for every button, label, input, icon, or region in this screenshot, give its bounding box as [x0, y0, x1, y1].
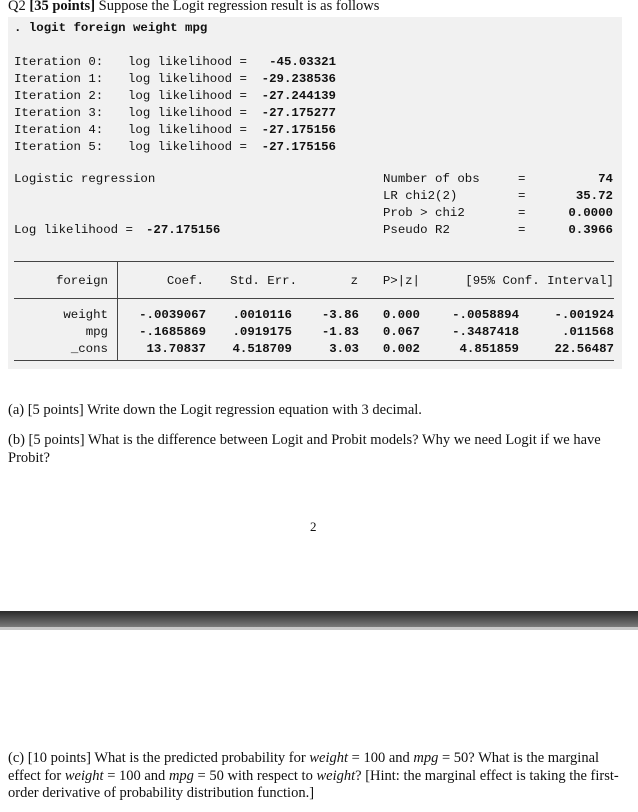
iteration-label: Iteration 2:	[14, 89, 104, 103]
table-top-rule	[14, 261, 614, 262]
var-weight: weight	[309, 750, 349, 766]
iteration-value: -27.244139	[261, 89, 336, 103]
stat-equals: =	[518, 189, 526, 203]
model-title: Logistic regression	[14, 172, 156, 186]
part-a-points: [5 points]	[27, 402, 84, 418]
stat-equals: =	[518, 223, 526, 237]
table-cell: 4.518709	[232, 342, 292, 356]
iteration-value: -29.238536	[261, 72, 336, 86]
table-cell: -3.86	[321, 308, 359, 322]
stat-value: 74	[598, 172, 613, 186]
iteration-label: Iteration 4:	[14, 123, 104, 137]
stat-label: Pseudo R2	[383, 223, 450, 237]
var-mpg: mpg	[413, 750, 439, 766]
table-bottom-rule	[14, 360, 614, 361]
table-cell: .0010116	[232, 308, 292, 322]
table-cell: 4.851859	[459, 342, 519, 356]
table-cell: .0919175	[232, 325, 292, 339]
page-break-bar	[0, 611, 638, 627]
part-a-label: (a)	[8, 402, 25, 418]
stat-equals: =	[518, 206, 526, 220]
stata-command: . logit foreign weight mpg	[14, 21, 208, 35]
table-cell: -.0058894	[452, 308, 519, 322]
table-cell: 13.70837	[146, 342, 206, 356]
iteration-label: Iteration 0:	[14, 55, 104, 69]
part-b	[8, 432, 630, 467]
part-c-eq-1: = 100 and	[348, 750, 414, 766]
stata-output	[8, 17, 622, 369]
column-header: [95% Conf. Interval]	[465, 274, 614, 288]
row-variable: mpg	[85, 325, 108, 339]
question-points: [35 points]	[29, 0, 96, 14]
stat-label: LR chi2(2)	[383, 189, 458, 203]
iteration-text: log likelihood =	[128, 89, 247, 103]
table-cell: -.3487418	[452, 325, 519, 339]
row-variable: weight	[63, 308, 108, 322]
question-number: Q2	[8, 0, 26, 14]
stat-label: Prob > chi2	[383, 206, 465, 220]
depvar-label: foreign	[55, 274, 108, 288]
stat-value: 0.0000	[568, 206, 613, 220]
part-c-eq-3: = 100 and	[103, 767, 169, 784]
column-header: P>|z|	[382, 274, 420, 288]
part-b-label: (b)	[8, 432, 25, 448]
part-c-eq-4: = 50 with respect to	[193, 767, 317, 784]
iteration-text: log likelihood =	[128, 123, 247, 137]
iteration-value: -27.175156	[261, 123, 336, 137]
var-mpg-2: mpg	[168, 767, 194, 784]
part-c-eq-2: = 50? What is the marginal effect for	[8, 750, 600, 784]
table-cell: 0.067	[382, 325, 420, 339]
loglik-label: Log likelihood =	[14, 223, 133, 237]
column-header: Std. Err.	[230, 274, 297, 288]
table-mid-rule	[14, 298, 614, 299]
var-weight-2: weight	[64, 767, 104, 784]
var-weight-3: weight	[316, 767, 356, 784]
iteration-label: Iteration 5:	[14, 140, 104, 154]
iteration-value: -27.175277	[261, 106, 336, 120]
iteration-text: log likelihood =	[128, 140, 247, 154]
table-cell: 0.002	[382, 342, 420, 356]
page-number: 2	[310, 519, 317, 534]
table-cell: -.1685869	[139, 325, 206, 339]
table-cell: .011568	[561, 325, 614, 339]
iteration-text: log likelihood =	[128, 55, 247, 69]
iteration-label: Iteration 3:	[14, 106, 104, 120]
table-cell: 0.000	[382, 308, 420, 322]
iteration-label: Iteration 1:	[14, 72, 104, 86]
part-b-text: What is the difference between Logit and Probit models? Why we need Logit if we have Probit?	[8, 432, 601, 466]
part-c-label: (c)	[8, 750, 25, 766]
table-cell: 22.56487	[554, 342, 614, 356]
part-a-text: Write down the Logit regression equation with 3 decimal.	[87, 402, 422, 418]
page-break-shadow	[0, 627, 638, 630]
iteration-text: log likelihood =	[128, 72, 247, 86]
part-c-points: [10 points]	[27, 750, 91, 766]
table-cell: 3.03	[329, 342, 359, 356]
part-a	[8, 402, 630, 420]
stat-value: 0.3966	[568, 223, 613, 237]
stat-equals: =	[518, 172, 526, 186]
question-intro: Suppose the Logit regression result is as follows	[98, 0, 380, 14]
table-cell: -1.83	[321, 325, 359, 339]
stat-value: 35.72	[575, 189, 613, 203]
question-header	[8, 0, 379, 15]
column-header: z	[350, 274, 358, 288]
row-variable: _cons	[70, 342, 108, 356]
table-cell: -.0039067	[139, 308, 206, 322]
loglik-value: -27.175156	[146, 223, 221, 237]
part-c-text-2: ? [Hint: the marginal effect is taking the first-order derivative of probability distribution function.]	[8, 767, 619, 801]
part-b-points: [5 points]	[28, 432, 85, 448]
part-c-text-1: What is the predicted probability for	[94, 750, 310, 766]
iteration-value: -27.175156	[261, 140, 336, 154]
iteration-value: -45.03321	[269, 55, 336, 69]
table-cell: -.001924	[554, 308, 614, 322]
stat-label: Number of obs	[383, 172, 480, 186]
part-c	[8, 750, 623, 803]
column-header: Coef.	[166, 274, 204, 288]
iteration-text: log likelihood =	[128, 106, 247, 120]
